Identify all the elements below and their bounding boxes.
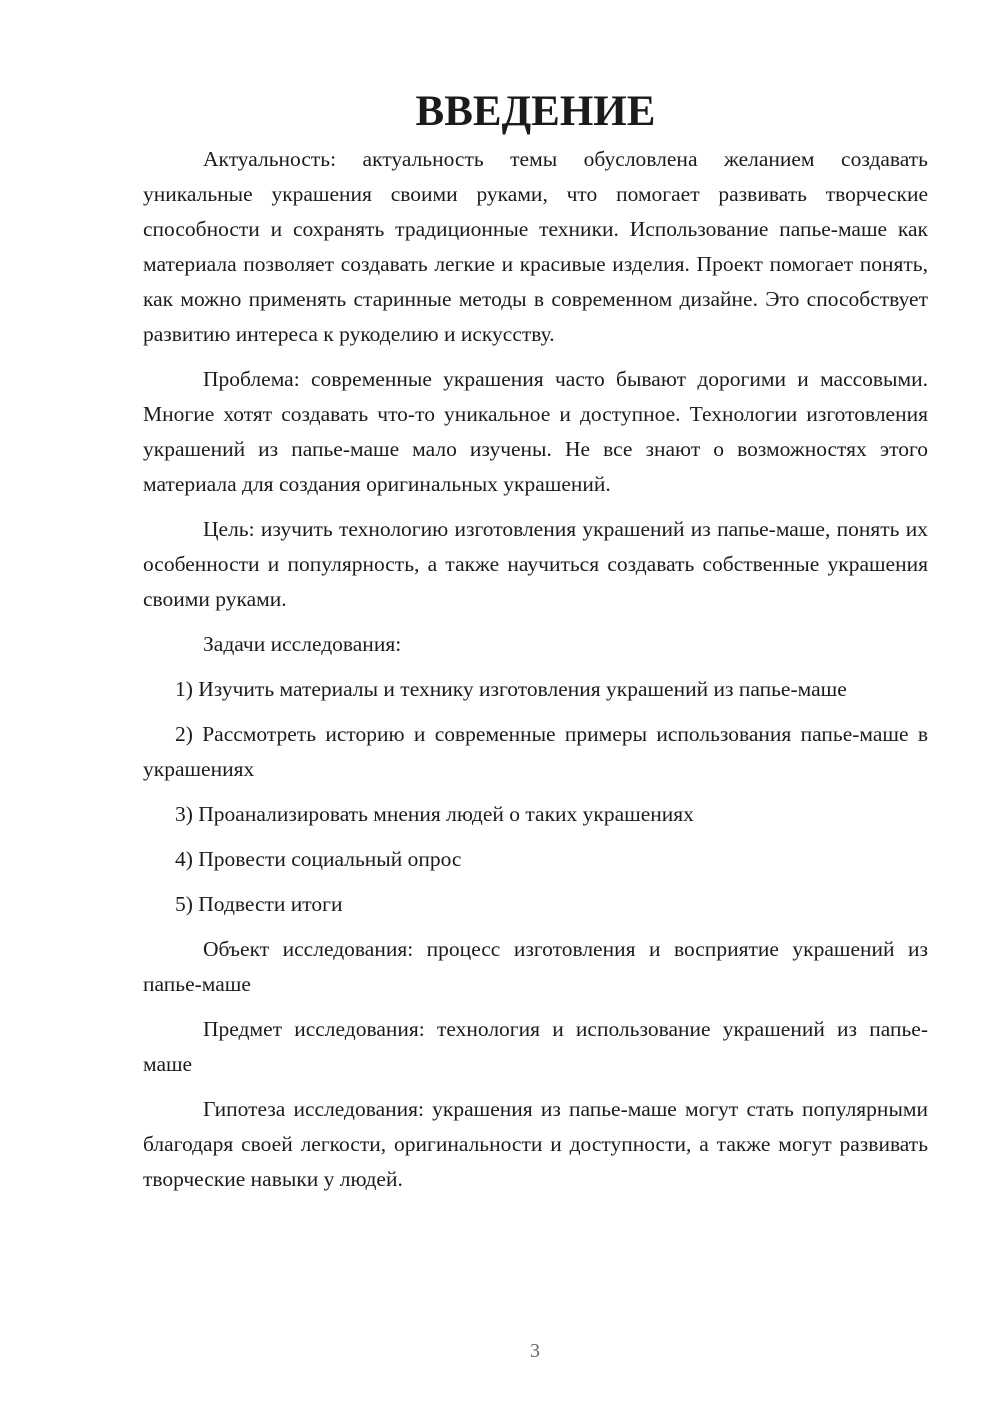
page-title: ВВЕДЕНИЕ [415,88,656,135]
paragraph-object: Объект исследования: процесс изготовления и восприятие украшений из папье-маше [143,937,928,996]
document-body [143,142,928,1207]
paragraph-hypothesis: Гипотеза исследования: украшения из папье-маше могут стать популярными благодаря своей легкости, оригинальности и доступности, а также могут развивать творческие навыки у людей. [143,1097,928,1191]
paragraph-subject: Предмет исследования: технология и использование украшений из папье-маше [143,1017,928,1076]
task-item-5: 5) Подвести итоги [175,892,343,916]
task-item-1: 1) Изучить материалы и технику изготовления украшений из папье-маше [175,677,847,701]
paragraph-relevance: Актуальность: актуальность темы обусловлена желанием создавать уникальные украшения своими руками, что помогает развивать творческие способности и сохранять традиционные техники. Использование папье-маше как материала позволяет создавать легкие и красивые изделия. Проект помогает понять, как можно применять старинные методы в современном дизайне. Это способствует развитию интереса к рукоделию и искусству. [143,147,928,346]
paragraph-problem: Проблема: современные украшения часто бывают дорогими и массовыми. Многие хотят создавать что-то уникальное и доступное. Технологии изготовления украшений из папье-маше мало изучены. Не все знают о возможностях этого материала для создания оригинальных украшений. [143,367,928,496]
task-item-4: 4) Провести социальный опрос [175,847,462,871]
task-item-2: 2) Рассмотреть историю и современные примеры использования папье-маше в украшениях [143,722,928,781]
paragraph-goal: Цель: изучить технологию изготовления украшений из папье-маше, понять их особенности и популярность, а также научиться создавать собственные украшения своими руками. [143,517,928,611]
page-number: 3 [530,1340,540,1362]
task-item-3: 3) Проанализировать мнения людей о таких украшениях [175,802,694,826]
tasks-heading: Задачи исследования: [203,632,402,656]
